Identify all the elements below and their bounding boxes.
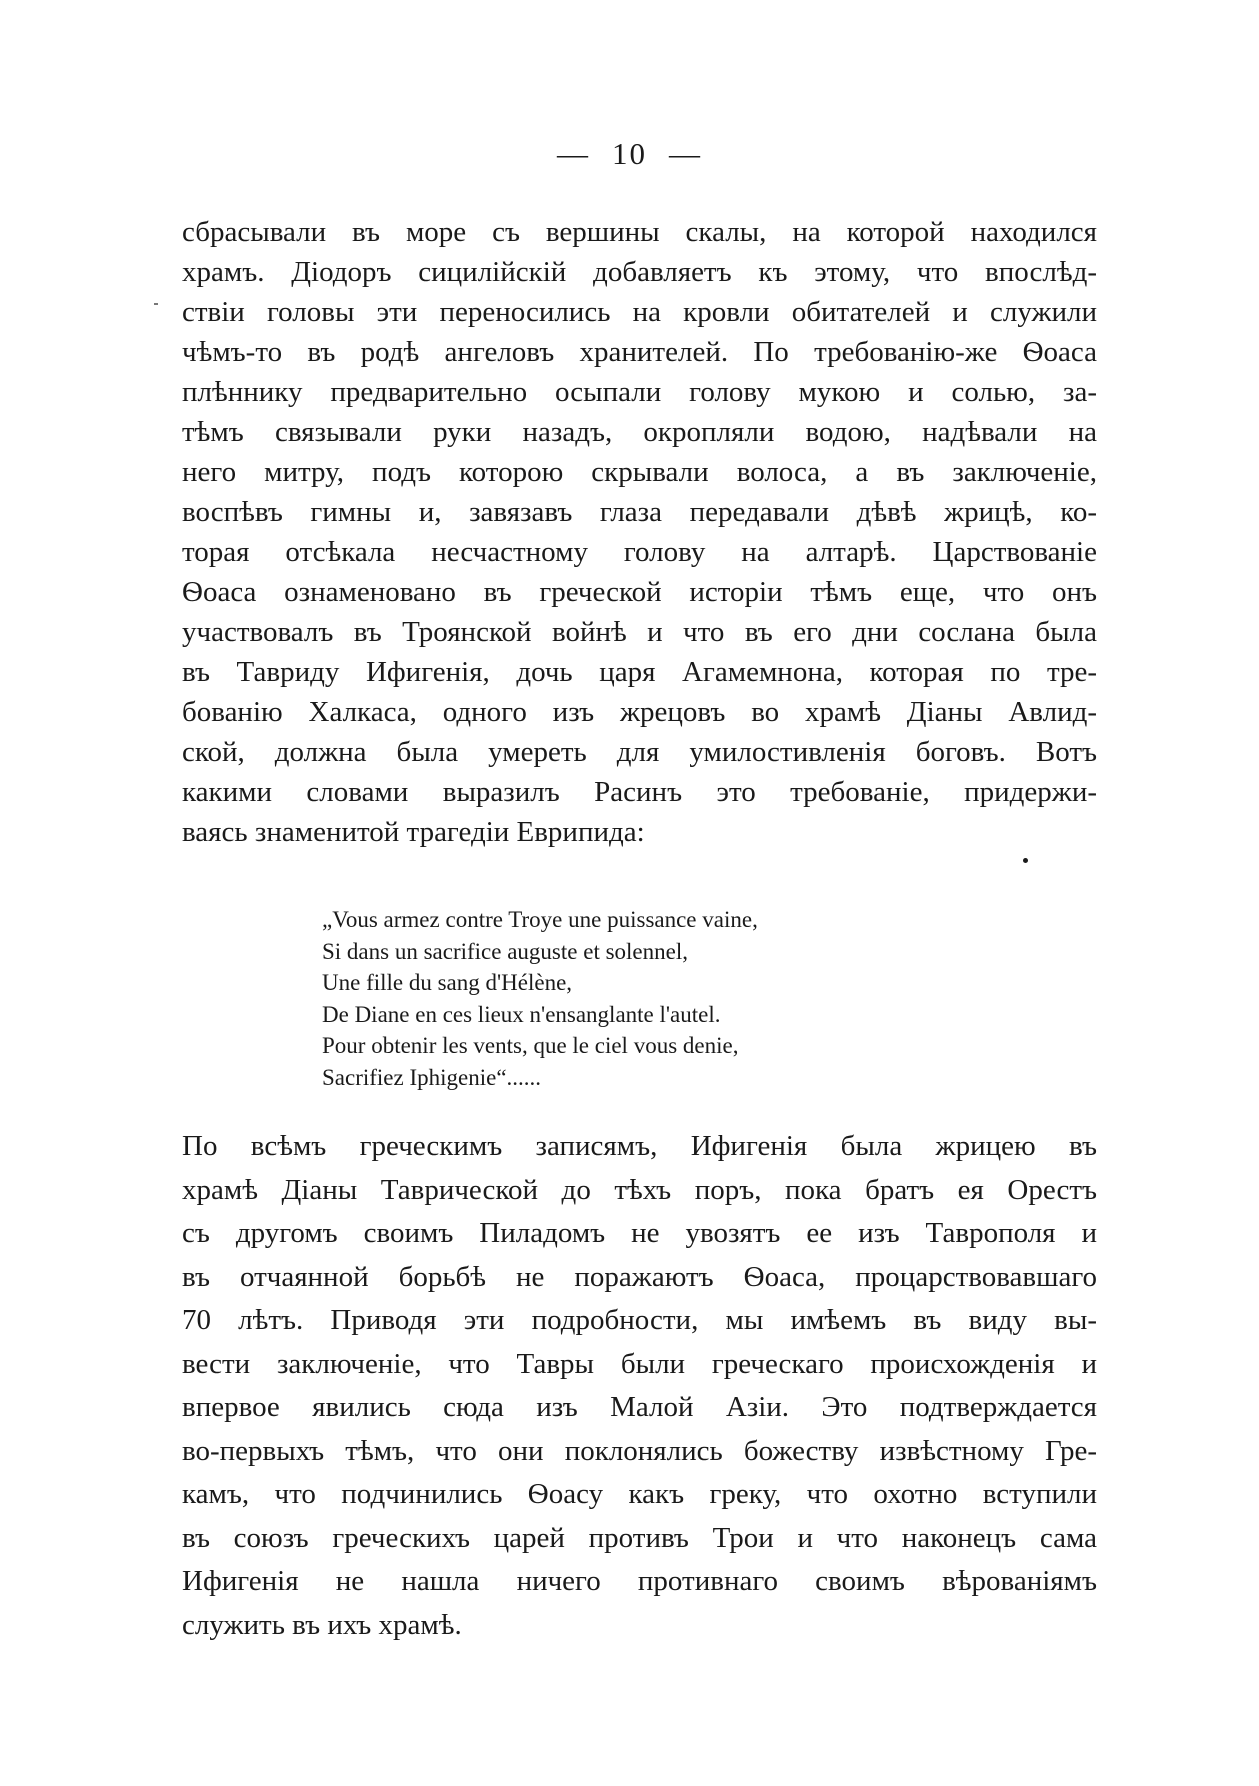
verse-line: Pour obtenir les vents, que le ciel vous denie, bbox=[322, 1033, 739, 1058]
paragraph-2 bbox=[182, 1125, 1097, 1647]
text-line: въ Тавриду Ифигенія, дочь царя Агамемнона, которая по тре- bbox=[182, 656, 1097, 688]
text-line: Ифигенія не нашла ничего противнаго своимъ вѣрованіямъ bbox=[182, 1565, 1097, 1597]
text-line: въ отчаянной борьбѣ не поражаютъ Ѳоаса, процарствовавшаго bbox=[182, 1260, 1097, 1293]
text-line: какими словами выразилъ Расинъ это требованіе, придержи- bbox=[182, 776, 1097, 808]
page-number-value: 10 bbox=[612, 136, 647, 171]
text-line: ствіи головы эти переносились на кровли обитателей и служили bbox=[182, 296, 1097, 328]
verse-line: Sacrifiez Iphigenie“...... bbox=[322, 1064, 542, 1090]
page-number-dash-left: — bbox=[557, 136, 590, 171]
text-line: въ союзъ греческихъ царей противъ Трои и что наконецъ сама bbox=[182, 1521, 1097, 1554]
text-line: во-первыхъ тѣмъ, что они поклонялись божеству извѣстному Гре- bbox=[182, 1434, 1097, 1467]
text-line: участвовалъ въ Троянской войнѣ и что въ его дни сослана была bbox=[182, 616, 1097, 648]
text-line: храмъ. Діодоръ сицилійскій добавляетъ къ этому, что впослѣд- bbox=[182, 256, 1097, 288]
text-line: храмѣ Діаны Таврической до тѣхъ поръ, пока братъ ея Орестъ bbox=[182, 1173, 1097, 1206]
text-line: Ѳоаса ознаменовано въ греческой исторіи тѣмъ еще, что онъ bbox=[182, 576, 1097, 608]
stray-print-mark bbox=[154, 303, 158, 305]
page-number bbox=[0, 136, 1259, 172]
text-line: бованію Халкаса, одного изъ жрецовъ во храмѣ Діаны Авлид- bbox=[182, 696, 1097, 728]
text-line: съ другомъ своимъ Пиладомъ не увозятъ ее изъ Таврополя и bbox=[182, 1217, 1097, 1249]
text-line: впервое явились сюда изъ Малой Азіи. Это подтверждается bbox=[182, 1391, 1097, 1423]
stray-print-dot bbox=[1023, 858, 1028, 863]
text-line: ваясь знаменитой трагедіи Еврипида: bbox=[182, 816, 645, 848]
text-line: По всѣмъ греческимъ записямъ, Ифигенія была жрицею въ bbox=[182, 1130, 1097, 1162]
verse-line: Une fille du sang d'Hélène, bbox=[322, 970, 573, 995]
verse-line: De Diane en ces lieux n'ensanglante l'autel. bbox=[322, 1001, 721, 1027]
text-line: воспѣвъ гимны и, завязавъ глаза передавали дѣвѣ жрицѣ, ко- bbox=[182, 496, 1097, 528]
text-line: торая отсѣкала несчастному голову на алтарѣ. Царствованіе bbox=[182, 536, 1097, 568]
text-line: сбрасывали въ море съ вершины скалы, на которой находился bbox=[182, 216, 1097, 248]
verse-line: „Vous armez contre Troye une puissance vaine, bbox=[322, 907, 758, 932]
text-line: плѣннику предварительно осыпали голову мукою и солью, за- bbox=[182, 376, 1097, 408]
text-line: него митру, подъ которою скрывали волоса, а въ заключеніе, bbox=[182, 456, 1097, 488]
text-line: ской, должна была умереть для умилостивленія боговъ. Вотъ bbox=[182, 736, 1097, 768]
text-line: чѣмъ-то въ родѣ ангеловъ хранителей. По требованію-же Ѳоаса bbox=[182, 336, 1097, 368]
text-line: вести заключеніе, что Тавры были греческаго происхожденія и bbox=[182, 1347, 1097, 1380]
text-line: тѣмъ связывали руки назадъ, окропляли водою, надѣвали на bbox=[182, 416, 1097, 448]
verse-quotation bbox=[322, 904, 922, 1093]
text-line: служить въ ихъ храмѣ. bbox=[182, 1608, 462, 1641]
text-line: 70 лѣтъ. Приводя эти подробности, мы имѣемъ въ виду вы- bbox=[182, 1304, 1097, 1336]
verse-line: Si dans un sacrifice auguste et solennel, bbox=[322, 938, 688, 964]
paragraph-1 bbox=[182, 212, 1097, 852]
text-line: камъ, что подчинились Ѳоасу какъ греку, что охотно вступили bbox=[182, 1478, 1097, 1510]
page-number-dash-right: — bbox=[669, 136, 702, 171]
